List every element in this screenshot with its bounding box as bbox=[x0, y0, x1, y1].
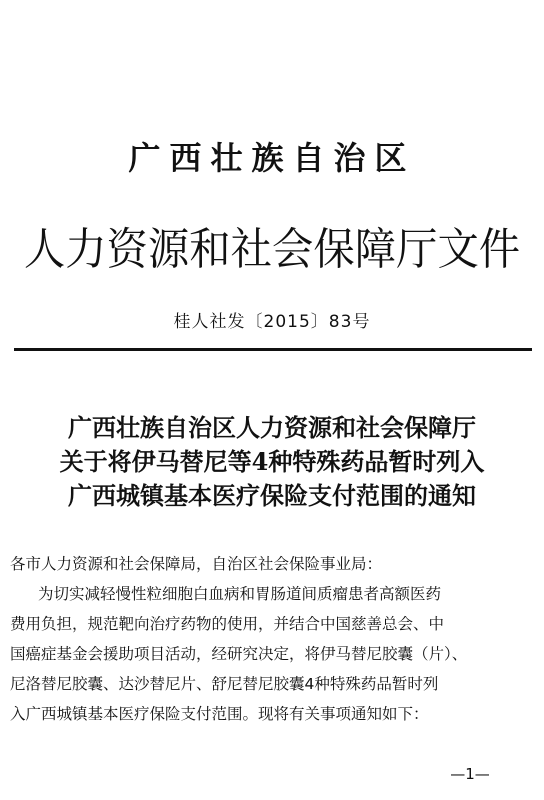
header-divider bbox=[14, 348, 532, 351]
title-line-1: 广西壮族自治区人力资源和社会保障厅 bbox=[68, 413, 476, 442]
body-line-5: 入广西城镇基本医疗保险支付范围。现将有关事项通知如下： bbox=[10, 705, 429, 723]
notice-body bbox=[10, 549, 530, 729]
page-number: —1— bbox=[450, 765, 490, 783]
document-number: 桂人社发〔2015〕83号 bbox=[173, 312, 371, 332]
issuing-region: 广西壮族自治区 bbox=[128, 139, 416, 177]
title-line-2: 关于将伊马替尼等4种特殊药品暂时列入 bbox=[59, 447, 485, 476]
title-line-3: 广西城镇基本医疗保险支付范围的通知 bbox=[68, 481, 476, 510]
body-line-1: 为切实减轻慢性粒细胞白血病和胃肠道间质瘤患者高额医药 bbox=[38, 585, 442, 603]
body-line-3: 国癌症基金会援助项目活动，经研究决定，将伊马替尼胶囊（片）、 bbox=[10, 645, 468, 663]
body-line-2: 费用负担，规范靶向治疗药物的使用，并结合中国慈善总会、中 bbox=[10, 615, 445, 633]
notice-title bbox=[0, 411, 544, 513]
salutation: 各市人力资源和社会保障局，自治区社会保险事业局： bbox=[10, 555, 383, 573]
body-line-4: 尼洛替尼胶囊、达沙替尼片、舒尼替尼胶囊4种特殊药品暂时列 bbox=[10, 675, 439, 693]
issuing-department-header: 人力资源和社会保障厅文件 bbox=[23, 224, 521, 275]
